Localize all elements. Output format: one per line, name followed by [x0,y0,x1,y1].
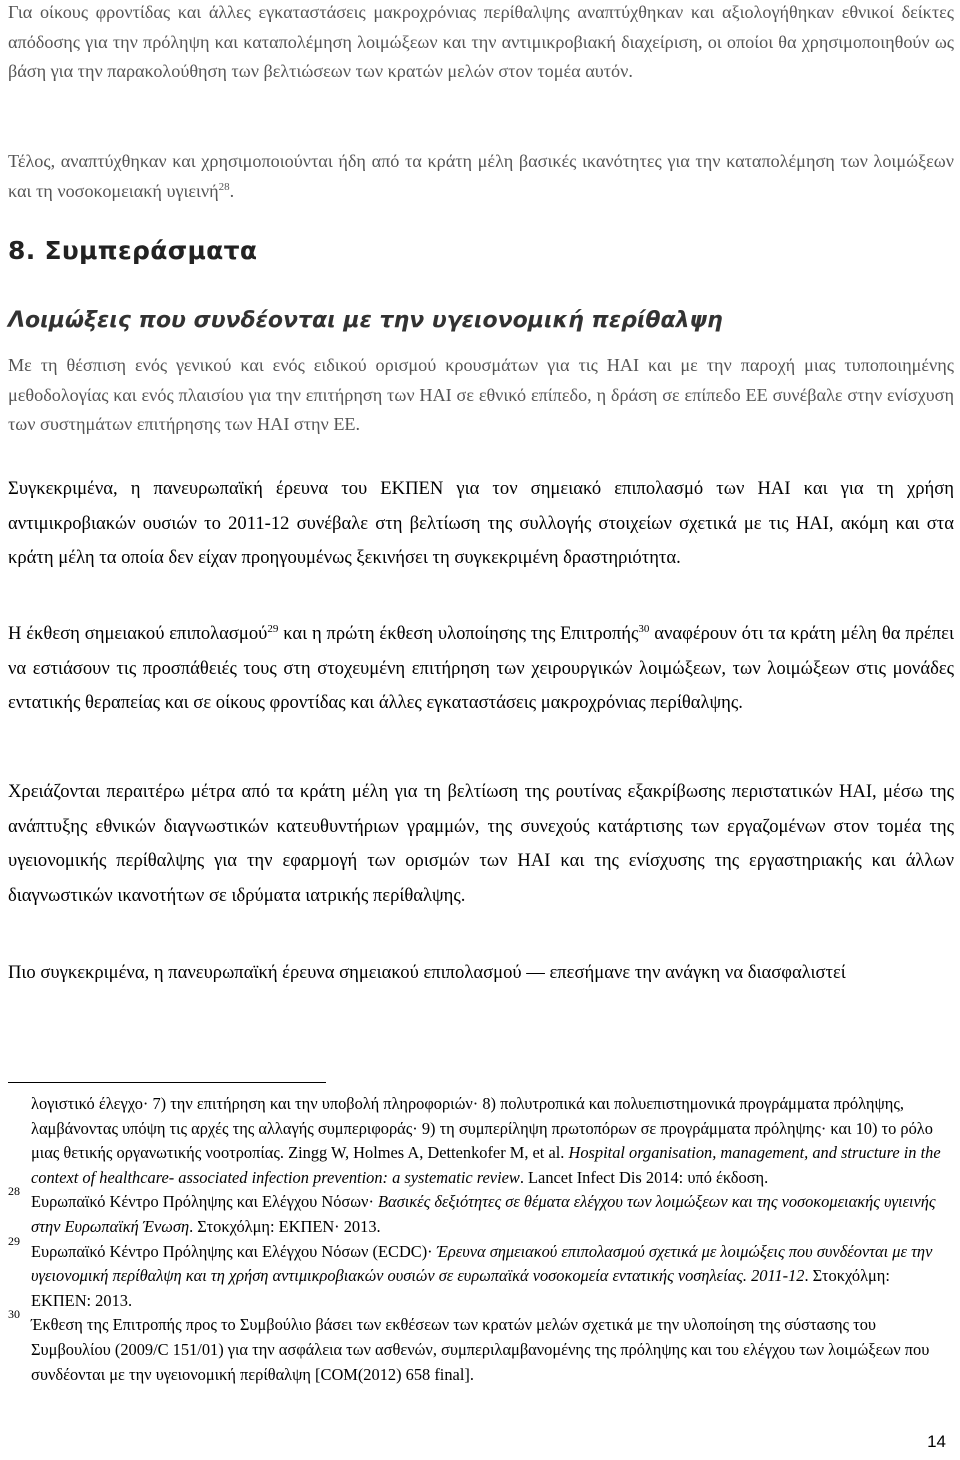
footnote-30 [8,1307,954,1387]
paragraph-text-b: και η πρώτη έκθεση υλοποίησης της Επιτροπής [278,623,639,644]
footnote-italic-title: Hospital organisation, management, and structure in the context of healthcare- associated infection prevention: a systematic review [31,1143,941,1187]
paragraph-long-term-care: Για οίκους φροντίδας και άλλες εγκαταστάσεις μακροχρόνιας περίθαλψης αναπτύχθηκαν και αξιολογήθηκαν εθνικοί δείκτες απόδοσης για την πρόληψη και καταπολέμηση λοιμώξεων και την αντιμικροβιακή διαχείριση, οι οποίοι θα χρησιμοποιηθούν ως βάση για την παρακολούθηση των βελτιώσεων των κρατών μελών στον τομέα αυτόν. [8,2,954,81]
footnote-italic-title: Βασικές δεξιότητες σε θέματα ελέγχου των λοιμώξεων και της νοσοκομειακής υγιεινής στην Ευρωπαϊκή Ένωση [31,1192,936,1236]
subsection-heading: Λοιμώξεις που συνδέονται με την υγειονομική περίθαλψη [8,308,723,333]
footnote-29 [8,1233,954,1314]
footnote-text: . Στοκχόλμη: ΕΚΠΕΝ· 2013. [189,1216,381,1236]
footnotes [8,1092,954,1387]
footnote-ref-30[interactable]: 30 [638,622,650,635]
footnote-ref-28[interactable]: 28 [218,180,230,193]
paragraph-prevalence-report [8,617,954,721]
paragraph-further-measures: Χρειάζονται περαιτέρω μέτρα από τα κράτη μέλη για τη βελτίωση της ρουτίνας εξακρίβωσης περιστατικών HAI, μέσω της ανάπτυξης εθνικών διαγνωστικών κατευθυντήριων γραμμών, της συνεχούς κατάρτισης των εργαζομένων στον τομέα της υγειονομικής περίθαλψης για την εφαρμογή των ορισμών των HAI και της ενίσχυσης της εργαστηριακής και άλλων διαγνωστικών ικανοτήτων σε ιδρύματα ιατρικής περίθαλψης. [8,781,954,906]
paragraph-more-specifically: Πιο συγκεκριμένα, η πανευρωπαϊκή έρευνα σημειακού επιπολασμού — επεσήμανε την ανάγκη να διασφαλιστεί [8,962,846,983]
paragraph-text-a: Η έκθεση σημειακού επιπολασμού [8,623,268,644]
footnote-text: . Lancet Infect Dis 2014: υπό έκδοση. [519,1167,769,1187]
page-number: 14 [927,1432,946,1451]
footnote-separator [8,1082,326,1083]
paragraph-text: Τέλος, αναπτύχθηκαν και χρησιμοποιούνται ήδη από τα κράτη μέλη βασικές ικανότητες για την καταπολέμηση των λοιμώξεων και τη νοσοκομειακή υγιεινή [8,151,954,201]
paragraph-text-c: αναφέρουν ότι τα κράτη μέλη θα πρέπει να εστιάσουν τις προσπάθειές τους στη στοχευμένη επιτήρηση των χειρουργικών λοιμώξεων, των λοιμώξεων στις μονάδες εντατικής θεραπείας και σε οίκους φροντίδας και άλλες εγκαταστάσεις μακροχρόνιας περίθαλψης. [8,623,954,713]
paragraph-end: . [229,180,235,201]
footnote-number: 29 [8,1233,20,1248]
footnote-number: 30 [8,1307,20,1322]
footnote-text: Έκθεση της Επιτροπής προς το Συμβούλιο βάσει των εκθέσεων των κρατών μελών σχετικά με την υλοποίηση της σύστασης του Συμβουλίου (2009/C 151/01) για την ασφάλεια των ασθενών, συμπεριλαμβανομένης της πρόληψης και του ελέγχου των λοιμώξεων που συνδέονται με την υγειονομική περίθαλψη [COM(2012) 658 final]. [31,1315,930,1384]
footnote-text: Ευρωπαϊκό Κέντρο Πρόληψης και Ελέγχου Νόσων (ECDC)· [31,1241,437,1261]
paragraph-ecdc-survey: Συγκεκριμένα, η πανευρωπαϊκή έρευνα του ΕΚΠΕΝ για τον σημειακό επιπολασμό των HAI και για τη χρήση αντιμικροβιακών ουσιών το 2011-12 συνέβαλε στη βελτίωση της συλλογής στοιχείων σχετικά με τις HAI, ακόμη και στα κράτη μέλη τα οποία δεν είχαν προηγουμένως ξεκινήσει τη συγκεκριμένη δραστηριότητα. [8,478,954,568]
footnote-ref-29[interactable]: 29 [267,622,279,635]
footnote-number: 28 [8,1184,20,1199]
footnote-text: Ευρωπαϊκό Κέντρο Πρόληψης και Ελέγχου Νόσων· [31,1192,378,1212]
section-heading: 8. Συμπεράσματα [8,236,258,265]
footnote-text: λογιστικό έλεγχο· 7) την επιτήρηση και την υποβολή πληροφοριών· 8) πολυτροπικά και πολυεπιστημονικά προγράμματα πρόληψης, λαμβάνοντας υπόψη τις αρχές της αλλαγής συμπεριφοράς· 9) τη συμπερίληψη πρωτοπόρων σε προγράμματα πρόληψης· και 10) το ρόλο μιας θετικής οργανωτικής νοοτροπίας. Zingg W, Holmes A, Dettenkofer M, et al. [31,1094,933,1163]
footnote-28 [8,1184,954,1239]
footnote-continuation [8,1092,954,1190]
footnote-italic-title: Έρευνα σημειακού επιπολασμού σχετικά με λοιμώξεις που συνδέονται με την υγειονομική περίθαλψη και τη χρήση αντιμικροβιακών ουσιών σε ευρωπαϊκά νοσοκομεία εντατικής νοσηλείας. 2011-12 [31,1241,933,1286]
footnote-text: . Στοκχόλμη: ΕΚΠΕΝ: 2013. [31,1266,890,1310]
paragraph-core-competencies [8,147,954,206]
paragraph-case-definitions: Με τη θέσπιση ενός γενικού και ενός ειδικού ορισμού κρουσμάτων για τις HAI και με την παροχή μιας τυποποιημένης μεθοδολογίας και ενός πλαισίου για την επιτήρηση των HAI σε εθνικό επίπεδο, η δράση σε επίπεδο ΕΕ συνέβαλε στην ενίσχυση των συστημάτων επιτήρησης των HAI στην ΕΕ. [8,355,954,434]
